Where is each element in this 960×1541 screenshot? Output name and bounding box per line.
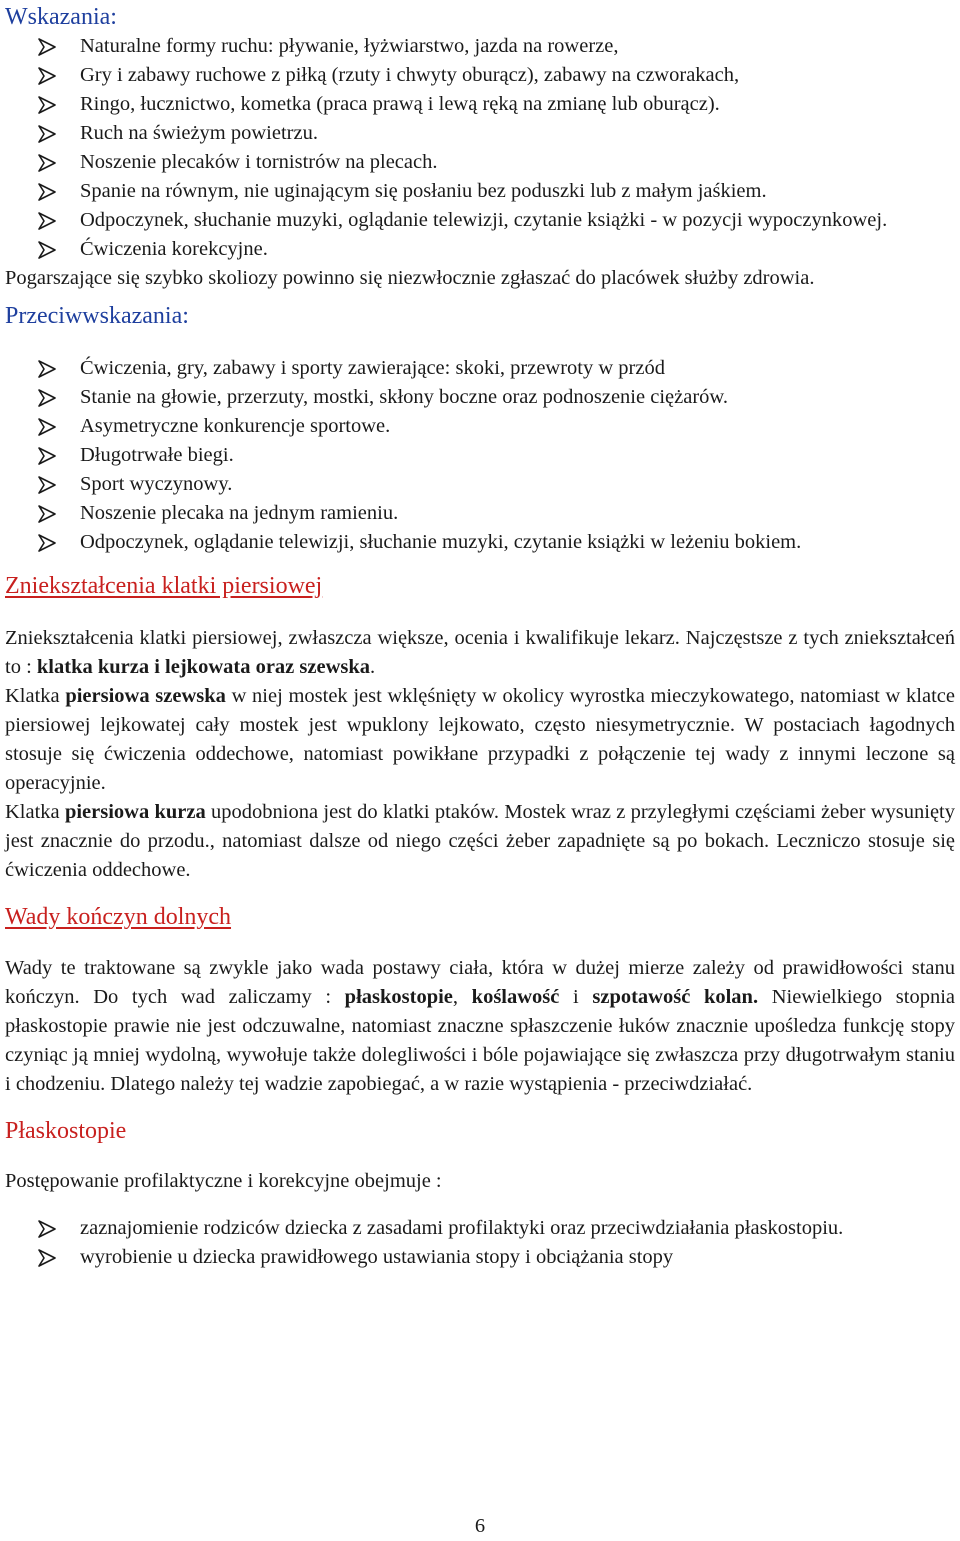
heading-klatka: Zniekształcenia klatki piersiowej — [5, 573, 323, 599]
list-item-text: Asymetryczne konkurencje sportowe. — [80, 415, 391, 437]
arrowhead-bullet-icon — [38, 476, 56, 494]
list-item — [5, 1243, 955, 1272]
arrowhead-bullet-icon — [38, 67, 56, 85]
list-wskazania — [5, 32, 955, 264]
list-item-text: Ćwiczenia korekcyjne. — [80, 238, 268, 260]
list-item — [5, 61, 955, 90]
arrowhead-bullet-icon — [38, 1220, 56, 1238]
list-item-text: Odpoczynek, słuchanie muzyki, oglądanie telewizji, czytanie książki - w pozycji wypoczynkowej. — [80, 209, 888, 231]
bold-text: piersiowa kurza — [64, 801, 206, 823]
arrowhead-bullet-icon — [38, 1249, 56, 1267]
list-item — [5, 383, 955, 412]
list-item-text: Naturalne formy ruchu: pływanie, łyżwiarstwo, jazda na rowerze, — [80, 35, 619, 57]
page-number: 6 — [474, 1515, 486, 1537]
arrowhead-bullet-icon — [38, 38, 56, 56]
list-item — [5, 148, 955, 177]
list-item-text: Spanie na równym, nie uginającym się posłaniu bez poduszki lub z małym jaśkiem. — [80, 180, 767, 202]
arrowhead-bullet-icon — [38, 447, 56, 465]
list-item-text: Odpoczynek, oglądanie telewizji, słuchanie muzyki, czytanie książki w leżeniu bokiem. — [80, 531, 802, 553]
arrowhead-bullet-icon — [38, 389, 56, 407]
list-item — [5, 528, 955, 557]
document-page — [5, 0, 955, 1272]
heading-plaskostopie: Płaskostopie — [5, 1118, 127, 1144]
note-paragraph: Pogarszające się szybko skoliozy powinno się niezwłocznie zgłaszać do placówek służby zdrowia. — [5, 267, 815, 289]
list-item-text: wyrobienie u dziecka prawidłowego ustawiania stopy i obciążania stopy — [80, 1246, 674, 1268]
arrowhead-bullet-icon — [38, 96, 56, 114]
bold-text: płaskostopie — [344, 986, 453, 1008]
arrowhead-bullet-icon — [38, 418, 56, 436]
list-item-text: Gry i zabawy ruchowe z piłką (rzuty i chwyty oburącz), zabawy na czworakach, — [80, 64, 740, 86]
list-item-text: Ćwiczenia, gry, zabawy i sporty zawierające: skoki, przewroty w przód — [80, 357, 665, 379]
paragraph-klatka-kurza — [5, 798, 955, 885]
list-item — [5, 177, 955, 206]
paragraph-klatka-szewska — [5, 682, 955, 798]
text-run: Zniekształcenia klatki piersiowej, zwłaszcza większe, ocenia i kwalifikuje lekarz. Najczęstsze z tych zniekształceń to : — [5, 627, 955, 678]
text-run: . — [370, 656, 376, 678]
bold-text: klatka kurza i lejkowata oraz szewska — [36, 656, 371, 678]
bold-text: szpotawość kolan. — [592, 986, 759, 1008]
heading-przeciwwskazania: Przeciwwskazania: — [5, 303, 189, 329]
list-item — [5, 412, 955, 441]
list-plaskostopie — [5, 1214, 955, 1272]
text-run: , — [452, 986, 472, 1008]
arrowhead-bullet-icon — [38, 212, 56, 230]
arrowhead-bullet-icon — [38, 183, 56, 201]
list-item — [5, 499, 955, 528]
list-item — [5, 32, 955, 61]
arrowhead-bullet-icon — [38, 125, 56, 143]
list-item — [5, 90, 955, 119]
paragraph-klatka-intro — [5, 624, 955, 682]
text-run: i — [559, 986, 593, 1008]
text-run: Klatka — [5, 801, 65, 823]
heading-wady: Wady kończyn dolnych — [5, 904, 232, 930]
paragraph-wady — [5, 954, 955, 1099]
arrowhead-bullet-icon — [38, 505, 56, 523]
paragraph-plaskostopie-intro: Postępowanie profilaktyczne i korekcyjne obejmuje : — [5, 1170, 442, 1192]
arrowhead-bullet-icon — [38, 534, 56, 552]
list-item-text: zaznajomienie rodziców dziecka z zasadami profilaktyki oraz przeciwdziałania płaskostopiu. — [80, 1217, 844, 1239]
list-item-text: Noszenie plecaków i tornistrów na plecach. — [80, 151, 438, 173]
bold-text: piersiowa szewska — [65, 685, 226, 707]
list-item-text: Długotrwałe biegi. — [80, 444, 234, 466]
list-item-text: Stanie na głowie, przerzuty, mostki, skłony boczne oraz podnoszenie ciężarów. — [80, 386, 728, 408]
arrowhead-bullet-icon — [38, 360, 56, 378]
list-item — [5, 441, 955, 470]
list-item-text: Ruch na świeżym powietrzu. — [80, 122, 318, 144]
text-run: w niej mostek jest wklęśnięty w okolicy wyrostka mieczykowatego, natomiast w klatce piersiowej lejkowatej cały mostek jest wpuklony lejkowato, często niesymetrycznie. W postaciach łagodnych stosuje się ćwiczenia oddechowe, natomiast powikłane przypadki z połączenie tej wady z innymi leczone są operacyjnie. — [5, 685, 955, 794]
text-run: upodobniona jest do klatki ptaków. Mostek wraz z przyległymi częściami żeber wysunięty jest znacznie do przodu., natomiast dalsze od niego części żeber zapadnięte są po bokach. Leczniczo stosuje się ćwiczenia oddechowe. — [5, 801, 955, 881]
arrowhead-bullet-icon — [38, 241, 56, 259]
list-item — [5, 470, 955, 499]
arrowhead-bullet-icon — [38, 154, 56, 172]
text-run: Klatka — [5, 685, 66, 707]
bold-text: koślawość — [471, 986, 560, 1008]
list-item-text: Noszenie plecaka na jednym ramieniu. — [80, 502, 399, 524]
list-item — [5, 119, 955, 148]
list-przeciwwskazania — [5, 354, 955, 557]
list-item — [5, 206, 955, 235]
list-item — [5, 354, 955, 383]
heading-wskazania: Wskazania: — [5, 4, 117, 30]
list-item — [5, 1214, 955, 1243]
list-item-text: Ringo, łucznictwo, kometka (praca prawą i lewą ręką na zmianę lub oburącz). — [80, 93, 720, 115]
text-run: Wady te traktowane są zwykle jako wada postawy ciała, która w dużej mierze zależy od prawidłowości stanu kończyn. Do tych wad zaliczamy : — [5, 957, 955, 1008]
list-item-text: Sport wyczynowy. — [80, 473, 233, 495]
text-run: Niewielkiego stopnia płaskostopie prawie nie jest odczuwalne, natomiast znaczne spłaszczenie łuków znacznie upośledza funkcję stopy czyniąc ją mniej wydolną, wywołuje także dolegliwości i bóle pojawiające się zwłaszcza przy długotrwałym staniu i chodzeniu. Dlatego należy tej wadzie zapobiegać, a w razie wystąpienia - przeciwdziałać. — [5, 986, 956, 1095]
list-item — [5, 235, 955, 264]
